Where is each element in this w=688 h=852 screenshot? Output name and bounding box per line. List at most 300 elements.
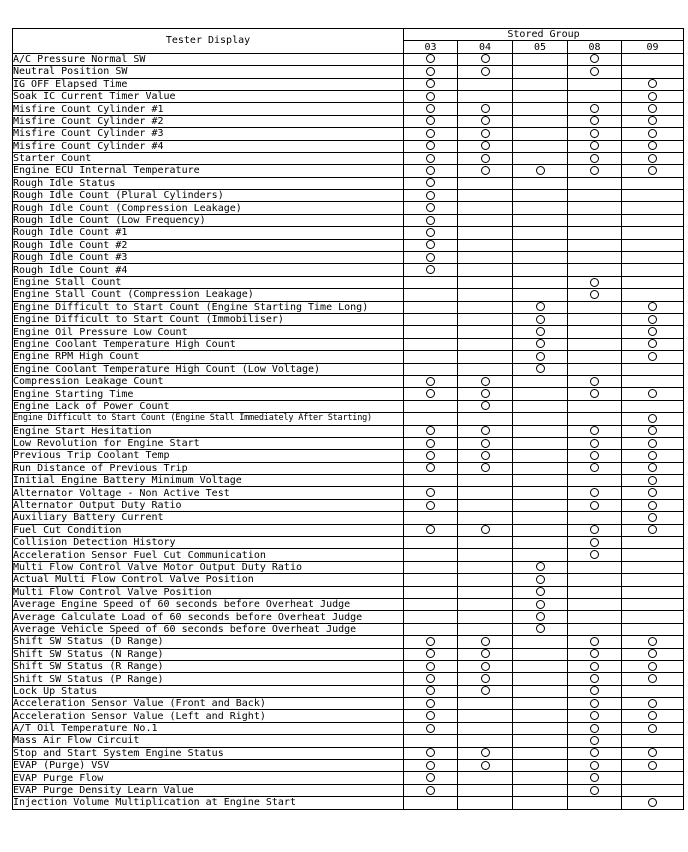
tester-display-item: Alternator Voltage - Non Active Test: [13, 487, 404, 499]
table-row: [13, 363, 684, 375]
circle-mark-icon: [648, 141, 657, 150]
table-row: [13, 351, 684, 363]
group-cell-08: [568, 537, 622, 549]
group-cell-08: [568, 90, 622, 102]
group-cell-03: [404, 103, 458, 115]
group-cell-08: [568, 326, 622, 338]
circle-mark-icon: [648, 476, 657, 485]
tester-display-item: Engine ECU Internal Temperature: [13, 165, 404, 177]
circle-mark-icon: [590, 711, 599, 720]
group-cell-04: [458, 462, 513, 474]
group-cell-09: [622, 648, 684, 660]
column-header: 04: [458, 41, 513, 53]
tester-display-item: Acceleration Sensor Value (Left and Right): [13, 710, 404, 722]
group-cell-04: [458, 784, 513, 796]
tester-display-item: Engine Oil Pressure Low Count: [13, 326, 404, 338]
group-cell-04: [458, 636, 513, 648]
circle-mark-icon: [426, 166, 435, 175]
tester-display-item: Starter Count: [13, 152, 404, 164]
table-row: [13, 276, 684, 288]
circle-mark-icon: [426, 228, 435, 237]
group-cell-05: [513, 252, 568, 264]
circle-mark-icon: [426, 662, 435, 671]
group-cell-08: [568, 190, 622, 202]
group-cell-04: [458, 363, 513, 375]
group-cell-04: [458, 239, 513, 251]
group-cell-09: [622, 772, 684, 784]
tester-display-item: Engine Difficult to Start Count (Engine Starting Time Long): [13, 301, 404, 313]
group-cell-04: [458, 722, 513, 734]
circle-mark-icon: [590, 439, 599, 448]
group-cell-08: [568, 214, 622, 226]
group-cell-05: [513, 673, 568, 685]
group-cell-05: [513, 636, 568, 648]
group-cell-05: [513, 388, 568, 400]
table-row: [13, 214, 684, 226]
group-cell-05: [513, 747, 568, 759]
group-cell-09: [622, 190, 684, 202]
circle-mark-icon: [648, 637, 657, 646]
tester-display-item: Rough Idle Count #4: [13, 264, 404, 276]
table-row: [13, 375, 684, 387]
group-cell-04: [458, 53, 513, 65]
circle-mark-icon: [648, 166, 657, 175]
tester-display-item: Shift SW Status (P Range): [13, 673, 404, 685]
table-row: [13, 574, 684, 586]
tester-display-item: Engine Stall Count: [13, 276, 404, 288]
circle-mark-icon: [648, 711, 657, 720]
group-cell-05: [513, 78, 568, 90]
group-cell-05: [513, 475, 568, 487]
table-row: [13, 326, 684, 338]
group-cell-04: [458, 326, 513, 338]
table-row: [13, 140, 684, 152]
circle-mark-icon: [426, 92, 435, 101]
group-cell-09: [622, 165, 684, 177]
circle-mark-icon: [481, 649, 490, 658]
tester-display-item: Average Calculate Load of 60 seconds before Overheat Judge: [13, 611, 404, 623]
group-cell-08: [568, 289, 622, 301]
circle-mark-icon: [648, 513, 657, 522]
tester-display-item: EVAP Purge Density Learn Value: [13, 784, 404, 796]
group-cell-08: [568, 239, 622, 251]
column-header: 09: [622, 41, 684, 53]
circle-mark-icon: [426, 773, 435, 782]
circle-mark-icon: [426, 426, 435, 435]
circle-mark-icon: [426, 724, 435, 733]
group-cell-04: [458, 227, 513, 239]
group-cell-08: [568, 53, 622, 65]
group-cell-03: [404, 425, 458, 437]
group-cell-09: [622, 524, 684, 536]
group-cell-04: [458, 561, 513, 573]
group-cell-05: [513, 710, 568, 722]
group-cell-05: [513, 103, 568, 115]
tester-display-item: Engine Lack of Power Count: [13, 400, 404, 412]
group-cell-05: [513, 115, 568, 127]
group-cell-03: [404, 499, 458, 511]
circle-mark-icon: [590, 761, 599, 770]
group-cell-09: [622, 413, 684, 425]
circle-mark-icon: [648, 451, 657, 460]
circle-mark-icon: [426, 141, 435, 150]
group-cell-09: [622, 128, 684, 140]
group-cell-09: [622, 351, 684, 363]
group-cell-04: [458, 351, 513, 363]
circle-mark-icon: [481, 129, 490, 138]
group-cell-09: [622, 598, 684, 610]
group-cell-09: [622, 784, 684, 796]
circle-mark-icon: [481, 54, 490, 63]
group-cell-08: [568, 611, 622, 623]
group-cell-03: [404, 437, 458, 449]
table-row: [13, 673, 684, 685]
circle-mark-icon: [481, 141, 490, 150]
table-row: [13, 784, 684, 796]
group-cell-09: [622, 252, 684, 264]
circle-mark-icon: [648, 426, 657, 435]
group-cell-04: [458, 623, 513, 635]
group-cell-05: [513, 326, 568, 338]
group-cell-03: [404, 53, 458, 65]
table-row: [13, 53, 684, 65]
group-cell-09: [622, 264, 684, 276]
group-cell-04: [458, 190, 513, 202]
circle-mark-icon: [481, 748, 490, 757]
group-cell-05: [513, 586, 568, 598]
table-row: [13, 338, 684, 350]
group-cell-09: [622, 747, 684, 759]
circle-mark-icon: [648, 352, 657, 361]
circle-mark-icon: [536, 600, 545, 609]
group-cell-03: [404, 351, 458, 363]
table-row: [13, 90, 684, 102]
group-cell-03: [404, 140, 458, 152]
circle-mark-icon: [426, 240, 435, 249]
circle-mark-icon: [648, 414, 657, 423]
circle-mark-icon: [590, 116, 599, 125]
group-cell-05: [513, 190, 568, 202]
group-cell-09: [622, 586, 684, 598]
group-cell-09: [622, 611, 684, 623]
tester-display-item: Rough Idle Count (Plural Cylinders): [13, 190, 404, 202]
circle-mark-icon: [648, 699, 657, 708]
circle-mark-icon: [590, 525, 599, 534]
group-cell-09: [622, 685, 684, 697]
group-cell-09: [622, 152, 684, 164]
group-cell-03: [404, 326, 458, 338]
group-cell-08: [568, 276, 622, 288]
group-cell-08: [568, 338, 622, 350]
group-cell-08: [568, 797, 622, 809]
circle-mark-icon: [481, 662, 490, 671]
table-row: [13, 760, 684, 772]
circle-mark-icon: [590, 662, 599, 671]
group-cell-05: [513, 313, 568, 325]
group-cell-08: [568, 648, 622, 660]
group-cell-09: [622, 289, 684, 301]
circle-mark-icon: [426, 253, 435, 262]
table-row: [13, 115, 684, 127]
circle-mark-icon: [481, 686, 490, 695]
circle-mark-icon: [426, 54, 435, 63]
table-row: [13, 388, 684, 400]
group-cell-08: [568, 710, 622, 722]
group-cell-03: [404, 586, 458, 598]
group-cell-08: [568, 698, 622, 710]
group-cell-04: [458, 313, 513, 325]
circle-mark-icon: [590, 290, 599, 299]
circle-mark-icon: [648, 154, 657, 163]
group-cell-03: [404, 388, 458, 400]
group-cell-05: [513, 549, 568, 561]
group-cell-04: [458, 685, 513, 697]
tester-display-item: Fuel Cut Condition: [13, 524, 404, 536]
table-row: [13, 636, 684, 648]
circle-mark-icon: [536, 575, 545, 584]
group-cell-03: [404, 338, 458, 350]
circle-mark-icon: [481, 104, 490, 113]
tester-display-item: A/C Pressure Normal SW: [13, 53, 404, 65]
group-cell-08: [568, 66, 622, 78]
circle-mark-icon: [648, 92, 657, 101]
group-cell-05: [513, 425, 568, 437]
group-cell-08: [568, 425, 622, 437]
group-cell-03: [404, 598, 458, 610]
group-cell-03: [404, 475, 458, 487]
group-cell-03: [404, 128, 458, 140]
group-cell-03: [404, 698, 458, 710]
group-cell-04: [458, 103, 513, 115]
circle-mark-icon: [590, 451, 599, 460]
group-cell-04: [458, 338, 513, 350]
group-cell-08: [568, 487, 622, 499]
group-cell-03: [404, 115, 458, 127]
group-cell-08: [568, 375, 622, 387]
circle-mark-icon: [536, 624, 545, 633]
group-cell-05: [513, 413, 568, 425]
circle-mark-icon: [426, 216, 435, 225]
tester-display-item: Neutral Position SW: [13, 66, 404, 78]
group-cell-09: [622, 202, 684, 214]
group-cell-03: [404, 363, 458, 375]
circle-mark-icon: [536, 315, 545, 324]
table-row: [13, 66, 684, 78]
group-cell-04: [458, 710, 513, 722]
circle-mark-icon: [590, 637, 599, 646]
group-cell-09: [622, 462, 684, 474]
circle-mark-icon: [426, 786, 435, 795]
group-cell-09: [622, 797, 684, 809]
tester-display-item: Previous Trip Coolant Temp: [13, 450, 404, 462]
tester-display-item: Actual Multi Flow Control Valve Position: [13, 574, 404, 586]
circle-mark-icon: [426, 116, 435, 125]
group-cell-08: [568, 673, 622, 685]
group-cell-04: [458, 202, 513, 214]
group-cell-03: [404, 760, 458, 772]
circle-mark-icon: [648, 501, 657, 510]
group-cell-03: [404, 301, 458, 313]
group-cell-09: [622, 53, 684, 65]
circle-mark-icon: [648, 463, 657, 472]
tester-display-item: Rough Idle Count (Low Frequency): [13, 214, 404, 226]
group-cell-04: [458, 301, 513, 313]
group-cell-08: [568, 722, 622, 734]
group-cell-08: [568, 437, 622, 449]
group-cell-03: [404, 276, 458, 288]
group-cell-05: [513, 214, 568, 226]
group-cell-08: [568, 685, 622, 697]
group-cell-05: [513, 227, 568, 239]
circle-mark-icon: [590, 699, 599, 708]
circle-mark-icon: [590, 54, 599, 63]
circle-mark-icon: [481, 166, 490, 175]
circle-mark-icon: [648, 129, 657, 138]
group-cell-05: [513, 202, 568, 214]
column-header: 08: [568, 41, 622, 53]
group-cell-04: [458, 140, 513, 152]
table-row: [13, 252, 684, 264]
group-cell-04: [458, 698, 513, 710]
group-cell-09: [622, 239, 684, 251]
table-row: [13, 413, 684, 425]
circle-mark-icon: [426, 501, 435, 510]
tester-display-item: Acceleration Sensor Fuel Cut Communication: [13, 549, 404, 561]
group-cell-04: [458, 66, 513, 78]
circle-mark-icon: [426, 154, 435, 163]
circle-mark-icon: [536, 352, 545, 361]
tester-display-item: Shift SW Status (D Range): [13, 636, 404, 648]
table-row: [13, 549, 684, 561]
circle-mark-icon: [426, 203, 435, 212]
circle-mark-icon: [536, 364, 545, 373]
circle-mark-icon: [648, 761, 657, 770]
circle-mark-icon: [481, 637, 490, 646]
circle-mark-icon: [648, 116, 657, 125]
tester-display-item: Shift SW Status (N Range): [13, 648, 404, 660]
circle-mark-icon: [481, 377, 490, 386]
circle-mark-icon: [426, 525, 435, 534]
circle-mark-icon: [536, 612, 545, 621]
circle-mark-icon: [648, 488, 657, 497]
table-row: [13, 722, 684, 734]
group-cell-09: [622, 400, 684, 412]
group-cell-05: [513, 623, 568, 635]
group-cell-05: [513, 289, 568, 301]
group-cell-08: [568, 772, 622, 784]
circle-mark-icon: [536, 562, 545, 571]
group-cell-04: [458, 437, 513, 449]
group-cell-08: [568, 574, 622, 586]
table-row: [13, 462, 684, 474]
group-cell-08: [568, 400, 622, 412]
group-cell-03: [404, 375, 458, 387]
tester-display-item: Multi Flow Control Valve Motor Output Duty Ratio: [13, 561, 404, 573]
group-cell-04: [458, 400, 513, 412]
group-cell-08: [568, 413, 622, 425]
tester-display-item: Misfire Count Cylinder #1: [13, 103, 404, 115]
tester-display-item: Average Engine Speed of 60 seconds before Overheat Judge: [13, 598, 404, 610]
group-cell-03: [404, 450, 458, 462]
group-cell-03: [404, 561, 458, 573]
group-cell-05: [513, 264, 568, 276]
group-cell-05: [513, 760, 568, 772]
group-cell-04: [458, 797, 513, 809]
group-cell-04: [458, 772, 513, 784]
group-cell-03: [404, 648, 458, 660]
group-cell-03: [404, 165, 458, 177]
circle-mark-icon: [590, 154, 599, 163]
tester-display-item: Engine Difficult to Start Count (Engine Stall Immediately After Starting): [13, 413, 404, 425]
group-cell-05: [513, 140, 568, 152]
table-row: [13, 437, 684, 449]
group-cell-05: [513, 66, 568, 78]
circle-mark-icon: [426, 711, 435, 720]
tester-display-item: Engine Coolant Temperature High Count (Low Voltage): [13, 363, 404, 375]
group-cell-09: [622, 623, 684, 635]
group-cell-09: [622, 276, 684, 288]
group-cell-09: [622, 425, 684, 437]
group-cell-09: [622, 301, 684, 313]
circle-mark-icon: [426, 748, 435, 757]
circle-mark-icon: [426, 129, 435, 138]
group-cell-09: [622, 103, 684, 115]
group-cell-08: [568, 512, 622, 524]
table-row: [13, 425, 684, 437]
table-row: [13, 202, 684, 214]
group-cell-04: [458, 499, 513, 511]
group-cell-05: [513, 450, 568, 462]
group-cell-04: [458, 413, 513, 425]
tester-display-item: Soak IC Current Timer Value: [13, 90, 404, 102]
group-cell-09: [622, 549, 684, 561]
group-cell-03: [404, 214, 458, 226]
group-cell-08: [568, 524, 622, 536]
group-cell-04: [458, 152, 513, 164]
group-cell-09: [622, 90, 684, 102]
group-cell-05: [513, 685, 568, 697]
circle-mark-icon: [648, 79, 657, 88]
table-row: [13, 772, 684, 784]
circle-mark-icon: [648, 674, 657, 683]
table-row: [13, 537, 684, 549]
group-cell-03: [404, 537, 458, 549]
circle-mark-icon: [648, 339, 657, 348]
circle-mark-icon: [590, 166, 599, 175]
group-cell-03: [404, 413, 458, 425]
group-cell-04: [458, 128, 513, 140]
group-cell-03: [404, 710, 458, 722]
tester-display-item: EVAP Purge Flow: [13, 772, 404, 784]
tester-display-item: Engine Starting Time: [13, 388, 404, 400]
circle-mark-icon: [648, 315, 657, 324]
group-cell-09: [622, 673, 684, 685]
group-cell-08: [568, 499, 622, 511]
circle-mark-icon: [590, 463, 599, 472]
group-cell-09: [622, 450, 684, 462]
table-row: [13, 264, 684, 276]
group-cell-03: [404, 673, 458, 685]
circle-mark-icon: [648, 104, 657, 113]
group-cell-05: [513, 487, 568, 499]
tester-display-item: Alternator Output Duty Ratio: [13, 499, 404, 511]
group-cell-05: [513, 152, 568, 164]
table-row: [13, 177, 684, 189]
group-cell-05: [513, 375, 568, 387]
circle-mark-icon: [426, 761, 435, 770]
circle-mark-icon: [590, 377, 599, 386]
group-cell-04: [458, 276, 513, 288]
